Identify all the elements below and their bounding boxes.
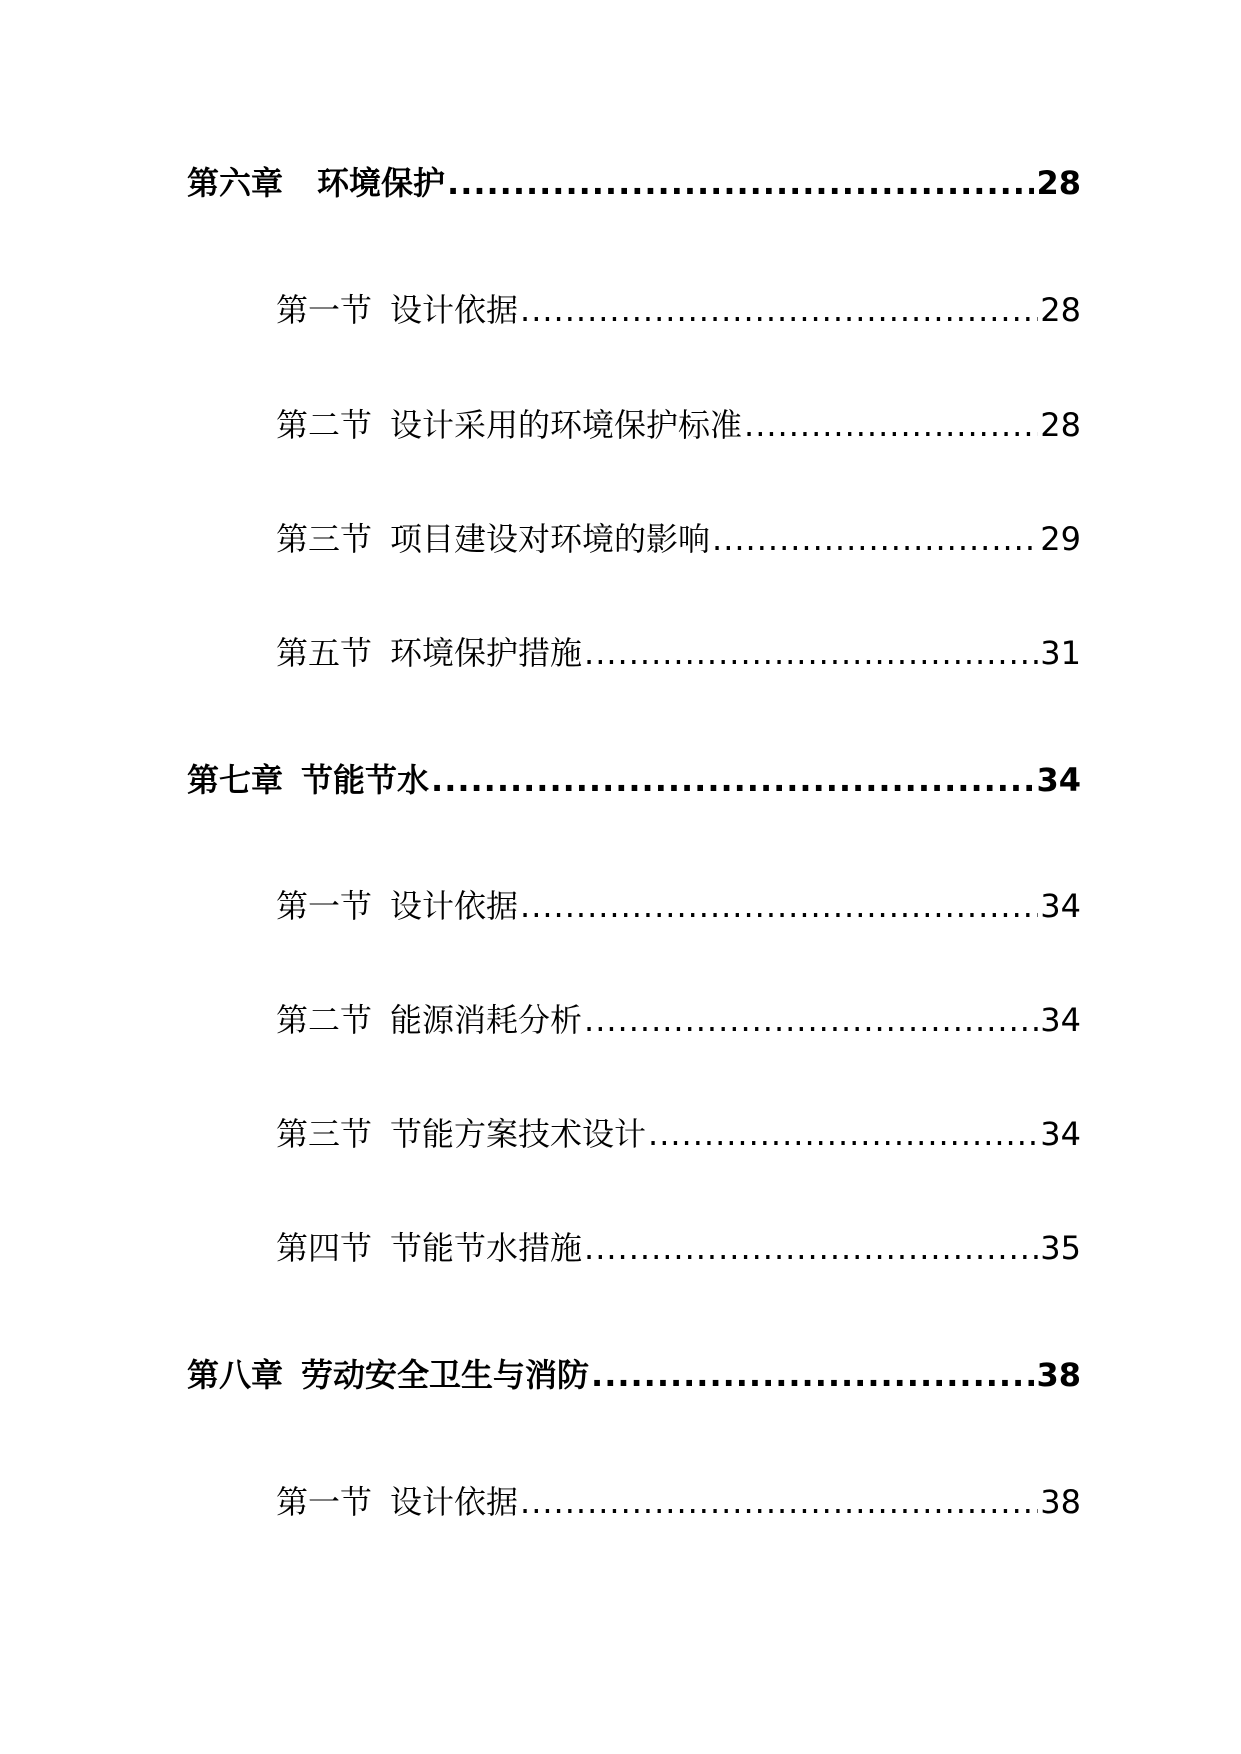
page-number: 34 <box>1040 887 1081 925</box>
toc-section-6-1[interactable] <box>276 285 1081 331</box>
section-number: 第三节 <box>276 520 373 558</box>
toc-entry-label <box>276 1109 646 1155</box>
toc-entry-label <box>276 285 518 331</box>
page-number: 28 <box>1036 164 1081 202</box>
page-number: 38 <box>1040 1483 1081 1521</box>
section-number: 第五节 <box>276 634 373 672</box>
section-title: 设计采用的环境保护标准 <box>390 406 743 444</box>
section-number: 第一节 <box>276 887 373 925</box>
dot-leader <box>520 1483 1038 1521</box>
section-number: 第二节 <box>276 1001 373 1039</box>
section-number: 第一节 <box>276 291 373 329</box>
dot-leader <box>591 1356 1034 1394</box>
toc-section-7-2[interactable] <box>276 995 1081 1041</box>
page-number: 31 <box>1040 634 1081 672</box>
dot-leader <box>712 520 1038 558</box>
section-title: 设计依据 <box>390 1483 519 1521</box>
dot-leader <box>584 634 1038 672</box>
toc-entry-label <box>276 881 518 927</box>
toc-section-8-1[interactable] <box>276 1477 1081 1523</box>
toc-entry-label <box>276 514 710 560</box>
section-title: 节能节水措施 <box>390 1229 583 1267</box>
section-number: 第二节 <box>276 406 373 444</box>
toc-chapter-6[interactable] <box>187 158 1081 204</box>
chapter-number: 第八章 <box>187 1356 284 1394</box>
toc-entry-label <box>276 1477 518 1523</box>
page-number: 34 <box>1040 1115 1081 1153</box>
section-number: 第一节 <box>276 1483 373 1521</box>
dot-leader <box>431 761 1034 799</box>
dot-leader <box>447 164 1034 202</box>
toc-entry-label <box>187 755 429 801</box>
chapter-number: 第七章 <box>187 761 284 799</box>
toc-entry-label <box>276 1223 582 1269</box>
page-number: 35 <box>1040 1229 1081 1267</box>
page-number: 38 <box>1036 1356 1081 1394</box>
toc-entry-label <box>187 1350 589 1396</box>
page-number: 29 <box>1040 520 1081 558</box>
chapter-number: 第六章 <box>187 164 284 202</box>
toc-chapter-7[interactable] <box>187 755 1081 801</box>
section-title: 环境保护措施 <box>390 634 583 672</box>
toc-section-6-3[interactable] <box>276 514 1081 560</box>
page-number: 28 <box>1040 291 1081 329</box>
toc-entry-label <box>187 158 445 204</box>
dot-leader <box>584 1229 1038 1267</box>
page-number: 34 <box>1040 1001 1081 1039</box>
toc-section-6-2[interactable] <box>276 400 1081 446</box>
toc-section-7-3[interactable] <box>276 1109 1081 1155</box>
toc-section-7-4[interactable] <box>276 1223 1081 1269</box>
chapter-title: 节能节水 <box>301 761 430 799</box>
chapter-title: 环境保护 <box>317 164 446 202</box>
chapter-title: 劳动安全卫生与消防 <box>301 1356 590 1394</box>
toc-entry-label <box>276 995 582 1041</box>
dot-leader <box>744 406 1038 444</box>
dot-leader <box>520 887 1038 925</box>
toc-section-6-5[interactable] <box>276 628 1081 674</box>
section-title: 能源消耗分析 <box>390 1001 583 1039</box>
section-title: 项目建设对环境的影响 <box>390 520 711 558</box>
section-title: 设计依据 <box>390 887 519 925</box>
toc-entry-label <box>276 400 742 446</box>
toc-entry-label <box>276 628 582 674</box>
section-number: 第四节 <box>276 1229 373 1267</box>
section-title: 节能方案技术设计 <box>390 1115 647 1153</box>
toc-section-7-1[interactable] <box>276 881 1081 927</box>
toc-chapter-8[interactable] <box>187 1350 1081 1396</box>
section-number: 第三节 <box>276 1115 373 1153</box>
page-number: 28 <box>1040 406 1081 444</box>
dot-leader <box>520 291 1038 329</box>
dot-leader <box>584 1001 1038 1039</box>
section-title: 设计依据 <box>390 291 519 329</box>
dot-leader <box>648 1115 1038 1153</box>
page-number: 34 <box>1036 761 1081 799</box>
